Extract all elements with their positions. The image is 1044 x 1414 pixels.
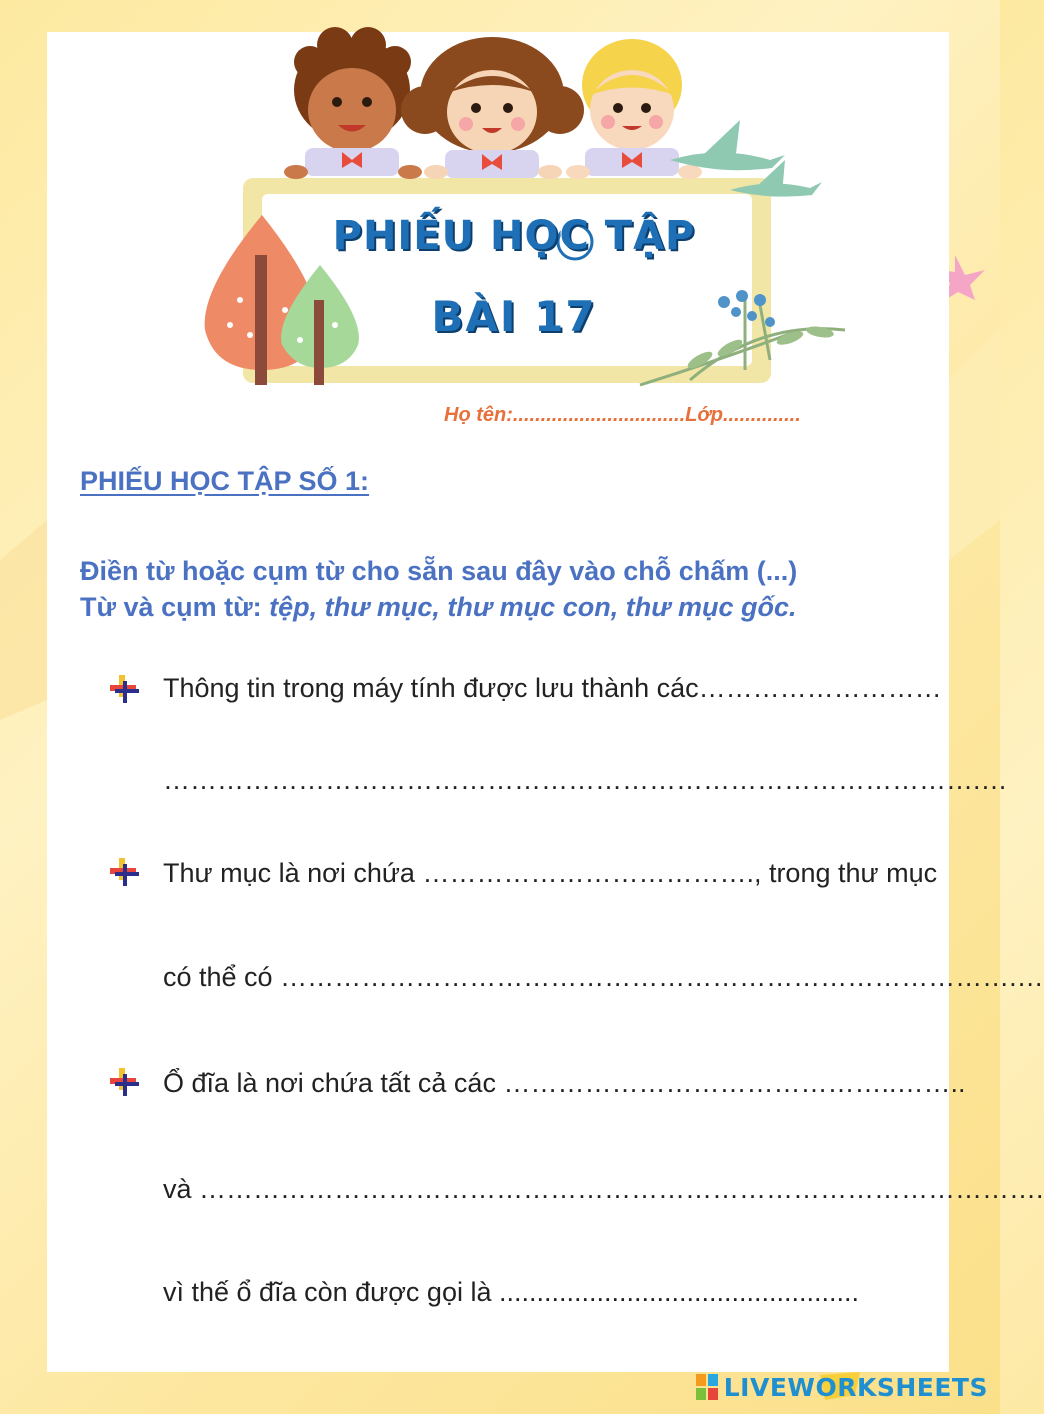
bullet-icon [110,1068,140,1096]
fill-line-3c[interactable]: vì thế ổ đĩa còn được gọi là ................................................ [163,1277,860,1307]
lesson-number: BÀI 17 [431,292,597,341]
fill-line-1b[interactable]: ……………………………………………………………………………….… [163,765,1008,795]
student-name-class-field[interactable]: Họ tên:...............................Lớp.............. [444,404,801,426]
kid-middle-icon [401,37,584,178]
fill-line-1a[interactable]: Thông tin trong máy tính được lưu thành các……………………… [163,673,942,703]
fill-line-2a[interactable]: Thư mục là nơi chứa ………………………………., trong thư mục [163,858,938,888]
bullet-icon [110,675,140,703]
liveworksheets-logo[interactable] [696,1370,988,1404]
instruction-line-2 [80,589,797,625]
bullet-icon [110,858,140,886]
fill-line-2b[interactable]: có thể có ……………………………………………………………………….… [163,962,1044,992]
instruction-prefix: Từ và cụm từ: [80,592,270,622]
kid-right-icon [582,39,682,176]
word-bank: tệp, thư mục, thư mục con, thư mục gốc. [269,592,797,622]
instruction-text [80,553,797,625]
fill-line-3a[interactable]: Ổ đĩa là nơi chứa tất cả các ……………………………………..…….. [163,1068,966,1098]
brand-name: LIVEWORKSHEETS [723,1372,988,1402]
instruction-line-1: Điền từ hoặc cụm từ cho sẵn sau đây vào chỗ chấm (...) [80,556,798,586]
liveworksheets-icon [696,1374,718,1400]
kid-left-icon [294,27,411,176]
worksheet-heading: PHIẾU HỌC TẬP SỐ 1: [80,466,370,496]
page-title: PHIẾU HỌC TẬP [332,213,696,259]
fill-line-3b[interactable]: và …………………………………………………………………………………. [163,1174,1044,1204]
